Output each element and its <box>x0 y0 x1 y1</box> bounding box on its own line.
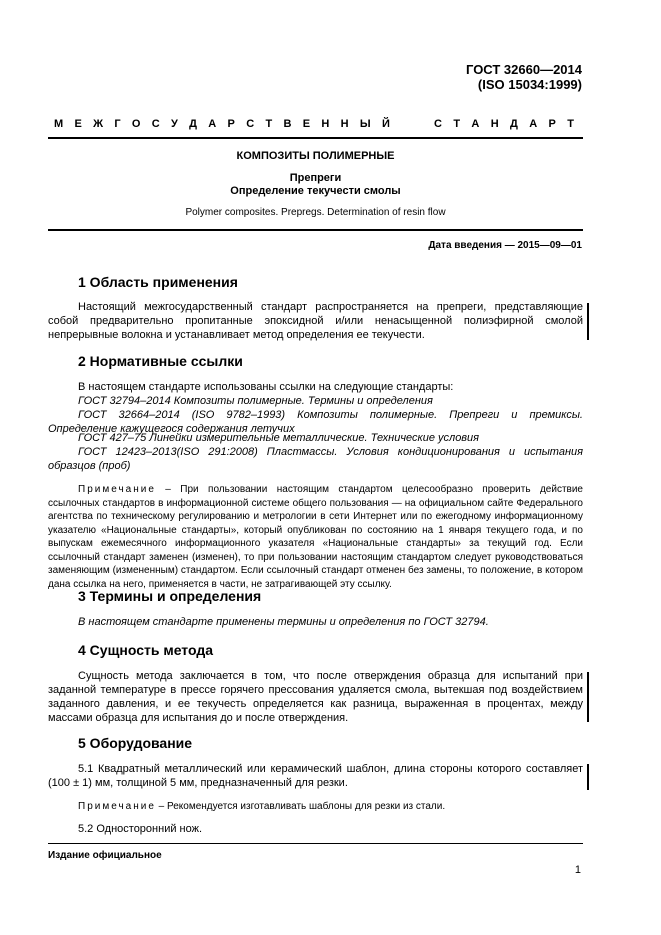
section-5-heading: 5 Оборудование <box>78 735 193 751</box>
title-line2: Препреги <box>289 172 342 184</box>
section-3-heading: 3 Термины и определения <box>78 588 262 604</box>
section-5-note <box>48 800 583 814</box>
edition-label: Издание официальное <box>48 850 162 861</box>
change-bar <box>587 764 589 790</box>
gost-number: ГОСТ 32660—2014 <box>466 62 582 77</box>
note-text: – Рекомендуется изготавливать шаблоны для резки из стали. <box>155 801 446 812</box>
iso-number: (ISO 15034:1999) <box>477 77 582 92</box>
title-main: КОМПОЗИТЫ ПОЛИМЕРНЫЕ <box>236 150 395 162</box>
standard-word: С Т А Н Д А Р Т <box>434 118 574 130</box>
reference-3: ГОСТ 427–75 Линейки измерительные металлические. Технические условия <box>78 432 480 444</box>
gost-code-block <box>466 62 582 92</box>
interstate-word: М Е Ж Г О С У Д А Р С Т В Е Н Н Ы Й <box>54 118 390 130</box>
section-5-2: 5.2 Односторонний нож. <box>78 823 203 835</box>
reference-1: ГОСТ 32794–2014 Композиты полимерные. Термины и определения <box>78 395 433 407</box>
section-3-text: В настоящем стандарте применены термины и определения по ГОСТ 32794. <box>78 616 489 628</box>
section-5-1: 5.1 Квадратный металлический или керамический шаблон, длина стороны которого составляет (100 ± 1) мм, толщиной 5 мм, предназначенный для резки. <box>48 763 583 789</box>
section-2-intro: В настоящем стандарте использованы ссылки на следующие стандарты: <box>78 381 454 393</box>
change-bar <box>587 303 589 340</box>
note-label: Примечание <box>78 484 156 495</box>
section-4-heading: 4 Сущность метода <box>78 642 214 658</box>
section-2-heading: 2 Нормативные ссылки <box>78 353 243 369</box>
title-line3: Определение текучести смолы <box>230 185 401 197</box>
section-1-text: Настоящий межгосударственный стандарт распространяется на препреги, представляющие собой предварительно пропитанные эпоксидной и/или ненасыщенной полиэфирной смолой непрерывные волокна и устанавливает метод определения ее текучести. <box>48 301 583 341</box>
note-label: Примечание <box>78 801 156 812</box>
section-2-note <box>48 483 583 591</box>
interstate-standard-banner <box>54 118 582 130</box>
title-divider <box>48 229 583 231</box>
title-english: Polymer composites. Prepregs. Determination of resin flow <box>185 207 446 218</box>
title-sub <box>48 172 583 198</box>
section-4-text: Сущность метода заключается в том, что после отверждения образца для испытаний при заданной температуре в прессе горячего прессования удаляется смола, вытекшая под воздействием заданного давления, и ее текучесть определяется как разница, выраженная в процентах, между массами образца для испытания до и после отверждения. <box>48 670 583 724</box>
note-text: – При пользовании настоящим стандартом целесообразно проверить действие ссылочных стандартов в информационной системе общего пользования — на официальном сайте Федерального агентства по техническому регулированию и метрологии в сети Интернет или по ежегодному информационному указателю «Национальные стандарты», который опубликован по состоянию на 1 января текущего года, и по выпускам ежемесячного информационного указателя «Национальные стандарты» за текущий год. Если ссылочный стандарт заменен (изменен), то при пользовании настоящим стандартом следует руководствоваться заменяющим (измененным) стандартом. Если ссылочный стандарт отменен без замены, то положение, в котором дана ссылка на него, применяется в части, не затрагивающей эту ссылку. <box>48 484 583 590</box>
page-number: 1 <box>574 864 581 876</box>
reference-2: ГОСТ 32664–2014 (ISO 9782–1993) Композиты полимерные. Препреги и премиксы. Определение кажущегося содержания летучих <box>48 409 583 435</box>
top-divider <box>48 137 583 139</box>
change-bar <box>587 672 589 722</box>
introduction-date: Дата введения — 2015—09—01 <box>428 240 582 251</box>
section-1-heading: 1 Область применения <box>78 274 238 290</box>
reference-4: ГОСТ 12423–2013(ISO 291:2008) Пластмассы. Условия кондиционирования и испытания образцов (проб) <box>48 446 583 472</box>
footer-divider <box>48 843 583 844</box>
